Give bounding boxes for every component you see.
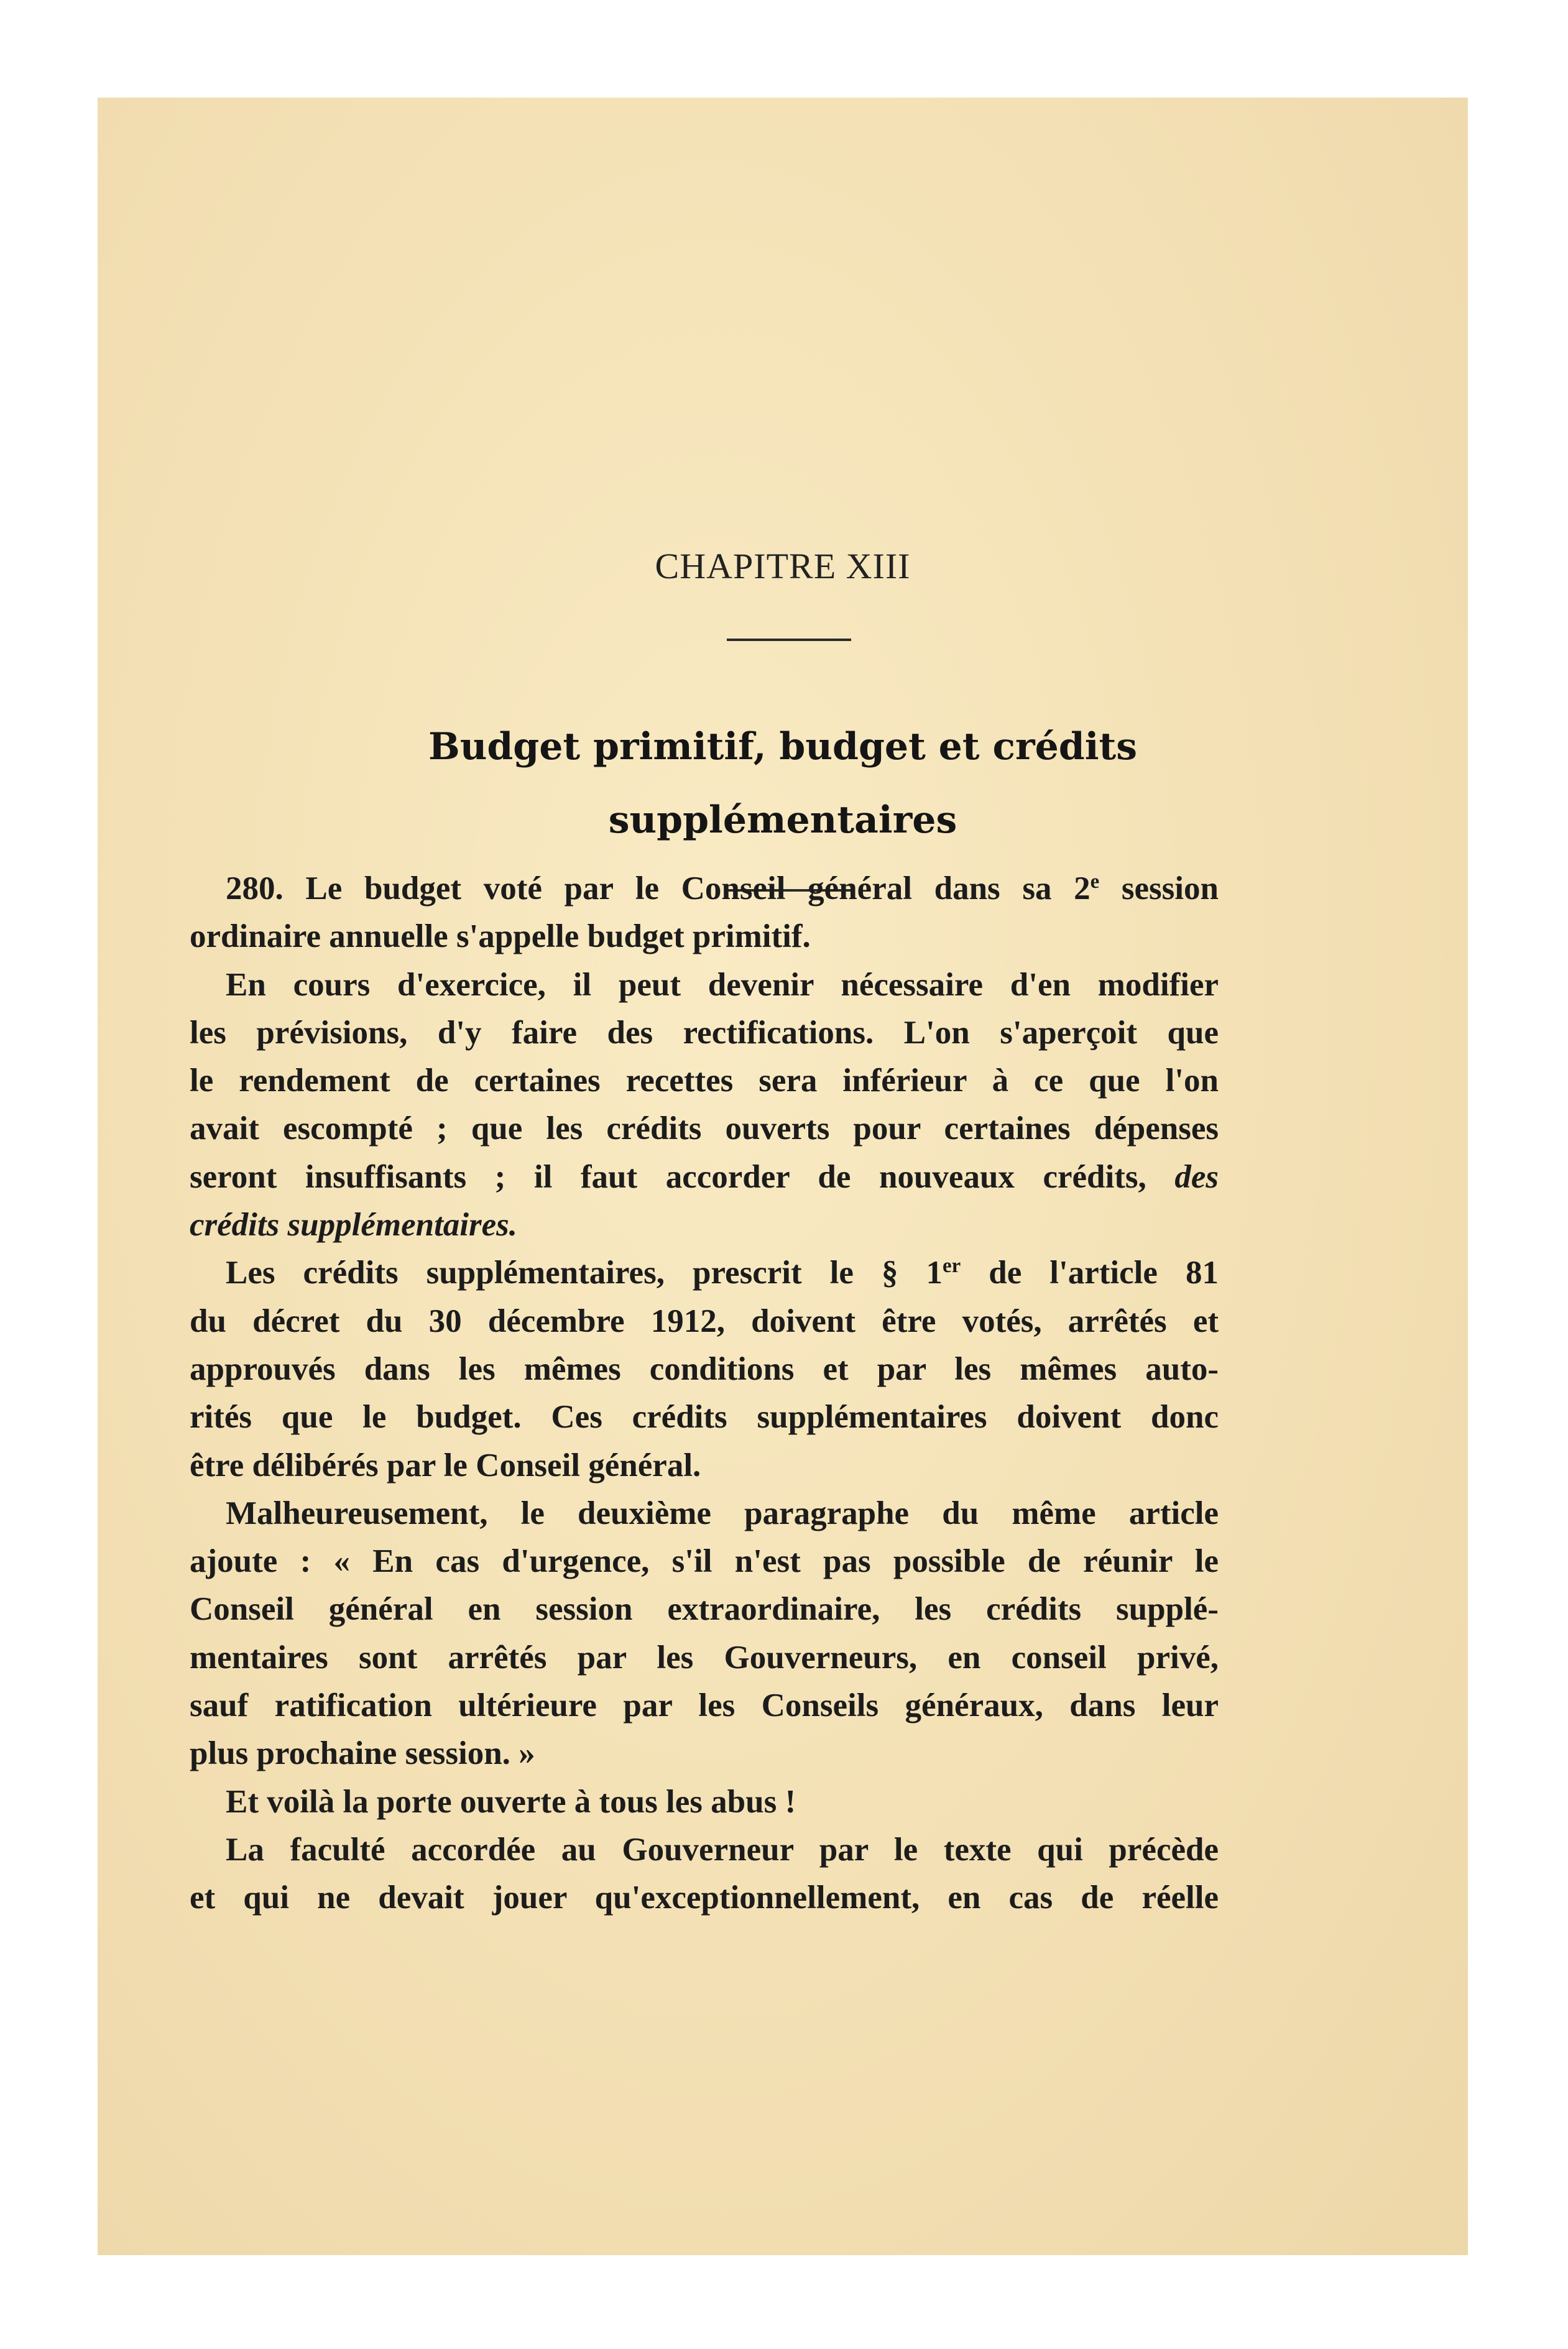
text-line: être délibérés par le Conseil général. [190, 1447, 701, 1484]
text-line: le rendement de certaines recettes sera inférieur à ce que l'on [190, 1063, 1219, 1099]
divider-rule-top [727, 639, 851, 641]
text-line: du décret du 30 décembre 1912, doivent être votés, arrêtés et [190, 1303, 1219, 1339]
text-line: les prévisions, d'y faire des rectifications. L'on s'aperçoit que [190, 1014, 1219, 1051]
text-line: En cours d'exercice, il peut devenir nécessaire d'en modifier [226, 966, 1219, 1003]
text-line: plus prochaine session. » [190, 1735, 535, 1772]
chapter-heading: CHAPITRE XIII [655, 546, 911, 586]
chapter-title-line-2: supplémentaires [608, 798, 957, 842]
paragraph [190, 961, 1219, 1250]
text-line: Et voilà la porte ouverte à tous les abus ! [226, 1783, 796, 1820]
text-line: et qui ne devait jouer qu'exceptionnellement, en cas de réelle [190, 1880, 1219, 1916]
chapter-title [98, 710, 1468, 857]
text-line: 280. Le budget voté par le Conseil général dans sa 2e session [226, 870, 1219, 907]
text-line: La faculté accordée au Gouverneur par le texte qui précède [226, 1831, 1219, 1868]
italic-text: des [1174, 1158, 1219, 1195]
text-line: Malheureusement, le deuxième paragraphe du même article [226, 1495, 1219, 1531]
paragraph-280 [190, 865, 1219, 961]
text-line: approuvés dans les mêmes conditions et par les mêmes auto- [190, 1350, 1219, 1387]
text-line: rités que le budget. Ces crédits supplémentaires doivent donc [190, 1399, 1219, 1436]
text-line: ordinaire annuelle s'appelle budget primitif. [190, 918, 811, 955]
text-line: ajoute : « En cas d'urgence, s'il n'est pas possible de réunir le [190, 1543, 1219, 1580]
text-line: sauf ratification ultérieure par les Conseils généraux, dans leur [190, 1687, 1219, 1724]
text-line: crédits supplémentaires. [190, 1207, 518, 1244]
paragraph [190, 1778, 1219, 1826]
paragraph [190, 1490, 1219, 1778]
text-line: mentaires sont arrêtés par les Gouverneurs, en conseil privé, [190, 1639, 1219, 1676]
superscript: e [1090, 870, 1100, 893]
superscript: er [943, 1255, 961, 1278]
paragraph [190, 1826, 1219, 1922]
text-line: Conseil général en session extraordinaire, les crédits supplé- [190, 1591, 1219, 1628]
text-line: seront insuffisants ; il faut accorder de nouveaux crédits, des [190, 1158, 1219, 1195]
text-line: Les crédits supplémentaires, prescrit le § 1er de l'article 81 [226, 1255, 1219, 1291]
chapter-title-line-1: Budget primitif, budget et crédits [428, 725, 1138, 768]
text-line: avait escompté ; que les crédits ouverts pour certaines dépenses [190, 1110, 1219, 1147]
paragraph [190, 1249, 1219, 1489]
body-text [190, 865, 1219, 1922]
